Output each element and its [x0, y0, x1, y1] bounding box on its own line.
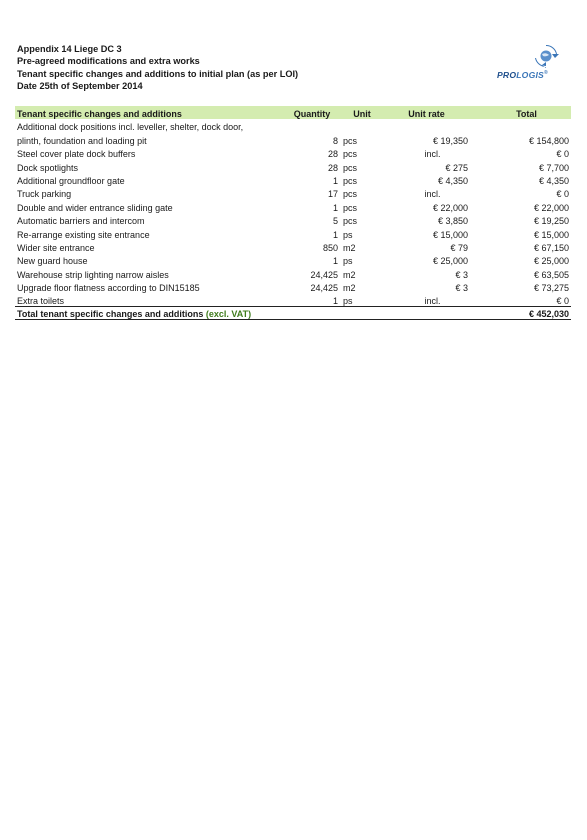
- row-unit-rate: € 22,000: [432, 202, 468, 213]
- row-total: € 73,275: [533, 283, 569, 294]
- row-unit-rate: € 4,350: [437, 175, 468, 186]
- table-row: [15, 240, 571, 253]
- row-unit: ps: [343, 296, 353, 307]
- table-row: [15, 146, 571, 159]
- row-description: Steel cover plate dock buffers: [17, 149, 136, 160]
- total-value: € 452,030: [482, 307, 571, 320]
- row-description: Truck parking: [17, 189, 72, 200]
- table-row: [15, 199, 571, 212]
- row-total: € 25,000: [533, 256, 569, 267]
- logo-trademark: ®: [543, 70, 548, 77]
- row-description: Wider site entrance: [17, 242, 95, 253]
- row-unit: ps: [343, 256, 353, 267]
- row-total: € 0: [556, 296, 569, 307]
- col-header-unit: Unit: [340, 106, 383, 119]
- document-date: Date 25th of September 2014: [17, 81, 143, 92]
- row-total: € 67,150: [533, 242, 569, 253]
- col-header-total: Total: [482, 106, 571, 119]
- row-description: Automatic barriers and intercom: [17, 216, 145, 227]
- row-description: Additional dock positions incl. leveller, shelter, dock door,: [17, 122, 244, 133]
- row-unit-rate: € 3,850: [437, 216, 468, 227]
- row-unit: ps: [343, 229, 353, 240]
- row-description: plinth, foundation and loading pit: [17, 135, 147, 146]
- document-header: [17, 43, 298, 93]
- table-row: [15, 213, 571, 226]
- row-description: Extra toilets: [17, 296, 65, 307]
- row-description: Double and wider entrance sliding gate: [17, 202, 173, 213]
- row-unit-rate: [383, 119, 482, 132]
- row-unit: pcs: [343, 149, 358, 160]
- row-quantity: 1: [332, 175, 338, 186]
- table-row: [15, 293, 571, 307]
- row-unit-rate: € 3: [455, 269, 468, 280]
- row-unit: m2: [343, 269, 356, 280]
- subtitle-tenant-changes: Tenant specific changes and additions to initial plan (as per LOI): [17, 68, 299, 79]
- row-quantity: 1: [332, 202, 338, 213]
- col-header-description: Tenant specific changes and additions: [15, 106, 284, 119]
- row-unit-rate: € 79: [450, 242, 468, 253]
- row-quantity: 24,425: [310, 283, 338, 294]
- logo-text-logis: LOGIS: [516, 70, 544, 80]
- row-unit: pcs: [343, 162, 358, 173]
- total-label: [15, 307, 482, 320]
- row-total: € 63,505: [533, 269, 569, 280]
- table-row: [15, 280, 571, 293]
- row-quantity: 1: [332, 296, 338, 307]
- row-quantity: 28: [327, 162, 338, 173]
- row-unit: pcs: [343, 216, 358, 227]
- table-row: [15, 173, 571, 186]
- row-total: [482, 119, 571, 132]
- row-description: Upgrade floor flatness according to DIN15185: [17, 283, 200, 294]
- row-unit: [340, 119, 383, 132]
- table-row: [15, 253, 571, 266]
- row-unit-rate: € 3: [455, 283, 468, 294]
- row-quantity: 850: [322, 242, 338, 253]
- row-unit-rate: € 19,350: [432, 135, 468, 146]
- globe-arrows-icon: [533, 44, 559, 68]
- table-row: [15, 159, 571, 172]
- row-quantity: 1: [332, 229, 338, 240]
- subtitle-modifications: Pre-agreed modifications and extra works: [17, 56, 200, 67]
- row-description: Dock spotlights: [17, 162, 79, 173]
- row-unit: pcs: [343, 135, 358, 146]
- row-unit-rate: € 25,000: [432, 256, 468, 267]
- row-total: € 4,350: [538, 175, 569, 186]
- row-unit-rate: € 15,000: [432, 229, 468, 240]
- row-total: € 0: [556, 149, 569, 160]
- row-unit-rate: € 275: [445, 162, 468, 173]
- total-row: [15, 307, 571, 320]
- row-unit-rate: incl.: [424, 296, 441, 307]
- col-header-quantity: Quantity: [284, 106, 340, 119]
- logo-wordmark: [497, 70, 548, 80]
- row-unit-rate: incl.: [424, 189, 441, 200]
- row-quantity: 1: [332, 256, 338, 267]
- changes-table: [15, 106, 571, 320]
- total-label-part-a: Total tenant: [17, 309, 70, 320]
- row-total: € 0: [556, 189, 569, 200]
- row-total: € 7,700: [538, 162, 569, 173]
- row-quantity: 8: [332, 135, 338, 146]
- row-unit: pcs: [343, 202, 358, 213]
- row-total: € 15,000: [533, 229, 569, 240]
- row-description: Warehouse strip lighting narrow aisles: [17, 269, 169, 280]
- appendix-title: Appendix 14 Liege DC 3: [17, 44, 122, 54]
- table-header-row: [15, 106, 571, 119]
- table-row: [15, 119, 571, 132]
- row-unit-rate: incl.: [424, 149, 441, 160]
- row-quantity: 28: [327, 149, 338, 160]
- row-quantity: [284, 119, 340, 132]
- row-unit: pcs: [343, 175, 358, 186]
- table-body: [15, 119, 571, 307]
- row-total: € 19,250: [533, 216, 569, 227]
- total-label-part-c: (excl. VAT): [203, 309, 252, 320]
- row-quantity: 5: [332, 216, 338, 227]
- logo-text-pro: PRO: [497, 70, 517, 80]
- total-label-part-b: specific changes and additions: [69, 309, 204, 320]
- row-unit: pcs: [343, 189, 358, 200]
- prologis-logo: [497, 44, 567, 84]
- row-total: € 154,800: [528, 135, 569, 146]
- col-header-unit-rate: Unit rate: [383, 106, 482, 119]
- row-description: Additional groundfloor gate: [17, 175, 125, 186]
- row-description: Re-arrange existing site entrance: [17, 229, 150, 240]
- row-unit: m2: [343, 283, 356, 294]
- table-row: [15, 186, 571, 199]
- row-unit: m2: [343, 242, 356, 253]
- table-row: [15, 132, 571, 145]
- row-quantity: 17: [327, 189, 338, 200]
- table-row: [15, 226, 571, 239]
- row-quantity: 24,425: [310, 269, 338, 280]
- row-description: New guard house: [17, 256, 88, 267]
- table-row: [15, 266, 571, 279]
- row-total: € 22,000: [533, 202, 569, 213]
